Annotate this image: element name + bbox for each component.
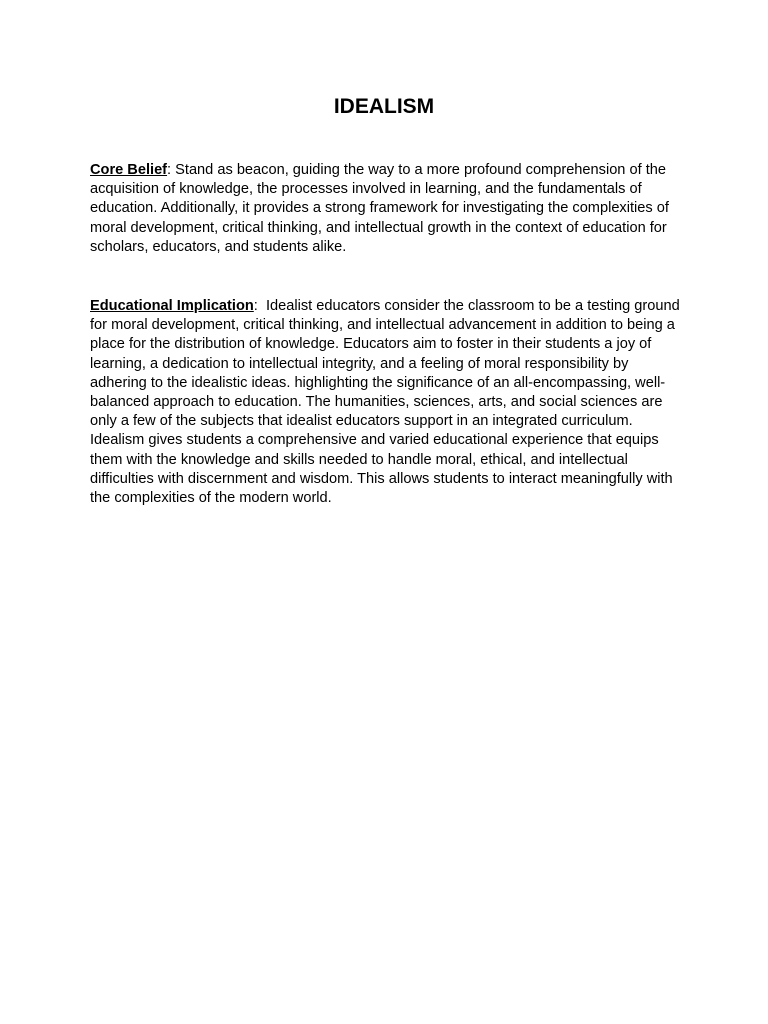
core-belief-paragraph bbox=[90, 161, 680, 257]
document-title: IDEALISM bbox=[333, 95, 435, 118]
educational-implication-separator: : bbox=[253, 298, 266, 314]
core-belief-text: Stand as beacon, guiding the way to a more profound comprehension of the acquisition of knowledge, the processes involved in learning, and the fundamentals of education. Additionally, it provides a strong framework for investigating the complexities of moral development, critical thinking, and intellectual growth in the context of education for scholars, educators, and students alike. bbox=[90, 162, 669, 255]
educational-implication-text: Idealist educators consider the classroom to be a testing ground for moral development, critical thinking, and intellectual advancement in addition to being a place for the distribution of knowledge. Educators aim to foster in their students a joy of learning, a dedication to intellectual integrity, and a feeling of moral responsibility by adhering to the idealistic ideas. highlighting the significance of an all-encompassing, well-balanced approach to education. The humanities, sciences, arts, and social sciences are only a few of the subjects that idealist educators support in an integrated curriculum. Idealism gives students a comprehensive and varied educational experience that equips them with the knowledge and skills needed to handle moral, ethical, and intellectual difficulties with discernment and wisdom. This allows students to interact meaningfully with the complexities of the modern world. bbox=[90, 298, 680, 507]
core-belief-separator: : bbox=[167, 162, 176, 178]
educational-implication-paragraph bbox=[90, 297, 680, 508]
core-belief-label: Core Belief bbox=[90, 162, 168, 178]
educational-implication-label: Educational Implication bbox=[90, 298, 254, 314]
